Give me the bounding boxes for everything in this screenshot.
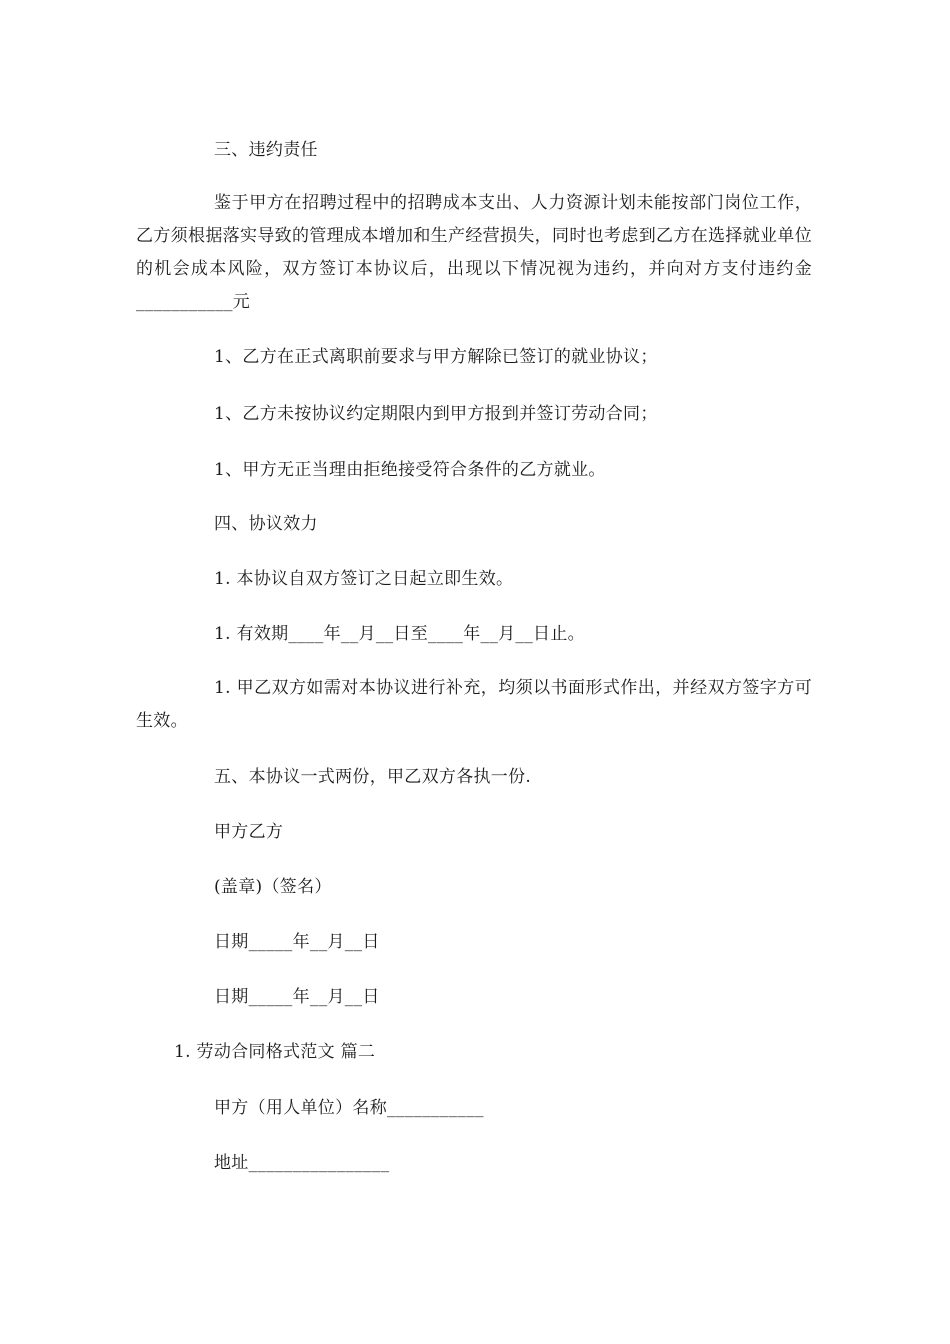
section-four-heading: 四、协议效力 xyxy=(214,514,318,534)
date-line-party-a: 日期_____年__月__日 xyxy=(214,932,380,952)
employer-name-field: 甲方（用人单位）名称___________ xyxy=(214,1098,484,1118)
breach-item-1: 1、乙方在正式离职前要求与甲方解除已签订的就业协议； xyxy=(214,347,658,367)
date-line-party-b: 日期_____年__月__日 xyxy=(214,987,380,1007)
section-three-heading: 三、违约责任 xyxy=(214,140,318,160)
seal-signature-label: (盖章)（签名） xyxy=(214,877,332,897)
parties-label: 甲方乙方 xyxy=(214,822,284,842)
address-field: 地址________________ xyxy=(214,1153,390,1173)
section-five: 五、本协议一式两份，甲乙双方各执一份. xyxy=(214,767,532,787)
section-three-body: 鉴于甲方在招聘过程中的招聘成本支出、人力资源计划未能按部门岗位工作，乙方须根据落实导致的管理成本增加和生产经营损失，同时也考虑到乙方在选择就业单位的机会成本风险，双方签订本协议后，出现以下情况视为违约，并向对方支付违约金___________元 xyxy=(136,193,812,312)
part-two-title: 1. 劳动合同格式范文 篇二 xyxy=(174,1042,376,1062)
validity-item-3: 1. 甲乙双方如需对本协议进行补充，均须以书面形式作出，并经双方签字方可生效。 xyxy=(136,678,812,731)
validity-item-2: 1. 有效期____年__月__日至____年__月__日止。 xyxy=(214,624,585,644)
breach-item-2: 1、乙方未按协议约定期限内到甲方报到并签订劳动合同； xyxy=(214,404,658,424)
breach-item-3: 1、甲方无正当理由拒绝接受符合条件的乙方就业。 xyxy=(214,460,606,480)
validity-item-1: 1. 本协议自双方签订之日起立即生效。 xyxy=(214,569,514,589)
